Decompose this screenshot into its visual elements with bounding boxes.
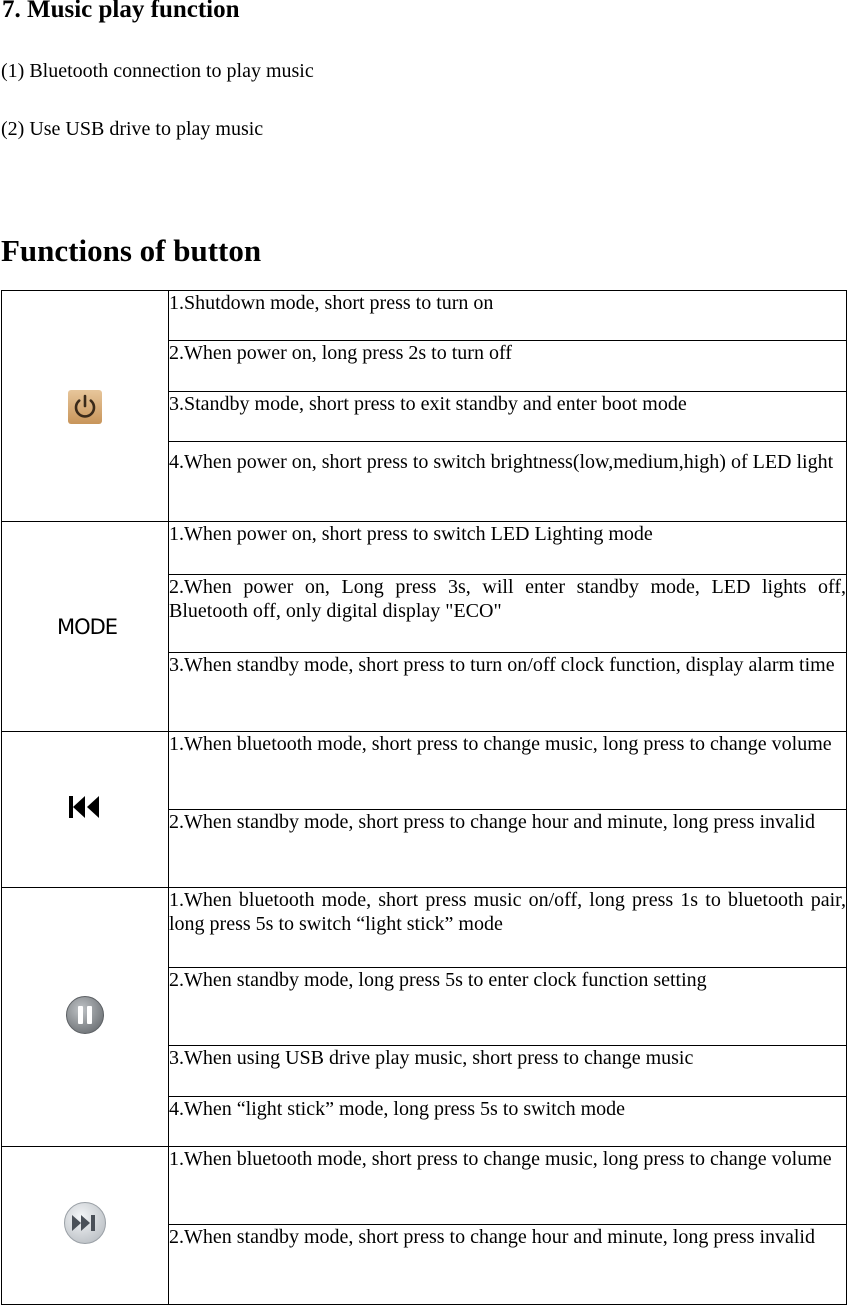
power-button-cell <box>2 291 169 522</box>
mode-label: MODE <box>56 614 118 639</box>
feature-bluetooth: (1) Bluetooth connection to play music <box>1 60 314 82</box>
section-heading: 7. Music play function <box>2 0 240 23</box>
function-text: 2.When power on, Long press 3s, will enter standby mode, LED lights off, Bluetooth off, only digital display "ECO" <box>169 575 847 653</box>
function-text: 3.When standby mode, short press to turn on/off clock function, display alarm time <box>169 653 847 732</box>
function-text: 2.When standby mode, long press 5s to enter clock function setting <box>169 968 847 1046</box>
feature-usb: (2) Use USB drive to play music <box>1 118 264 140</box>
function-text: 3.When using USB drive play music, short press to change music <box>169 1046 847 1097</box>
function-text: 2.When standby mode, short press to change hour and minute, long press invalid <box>169 810 847 888</box>
power-icon <box>67 389 103 425</box>
pause-icon <box>65 995 105 1035</box>
functions-heading: Functions of button <box>1 233 262 268</box>
table-row <box>2 1147 847 1225</box>
function-text: 1.When power on, short press to switch LED Lighting mode <box>169 522 847 575</box>
function-text: 2.When standby mode, short press to change hour and minute, long press invalid <box>169 1225 847 1305</box>
mode-button-cell <box>2 522 169 732</box>
function-text: 1.When bluetooth mode, short press to change music, long press to change volume <box>169 732 847 810</box>
button-functions-table <box>1 290 847 1305</box>
next-track-icon <box>62 1201 108 1245</box>
table-row <box>2 291 847 341</box>
previous-button-cell <box>2 732 169 888</box>
function-text: 4.When “light stick” mode, long press 5s to switch mode <box>169 1097 847 1147</box>
table-row <box>2 888 847 968</box>
table-row <box>2 522 847 575</box>
function-text: 4.When power on, short press to switch brightness(low,medium,high) of LED light <box>169 442 847 522</box>
table-row <box>2 732 847 810</box>
function-text: 1.When bluetooth mode, short press music on/off, long press 1s to bluetooth pair, long press 5s to switch “light stick” mode <box>169 888 847 968</box>
function-text: 2.When power on, long press 2s to turn off <box>169 341 847 392</box>
function-text: 3.Standby mode, short press to exit standby and enter boot mode <box>169 392 847 442</box>
previous-track-icon <box>68 794 102 820</box>
function-text: 1.Shutdown mode, short press to turn on <box>169 291 847 341</box>
next-button-cell <box>2 1147 169 1305</box>
pause-button-cell <box>2 888 169 1147</box>
function-text: 1.When bluetooth mode, short press to change music, long press to change volume <box>169 1147 847 1225</box>
